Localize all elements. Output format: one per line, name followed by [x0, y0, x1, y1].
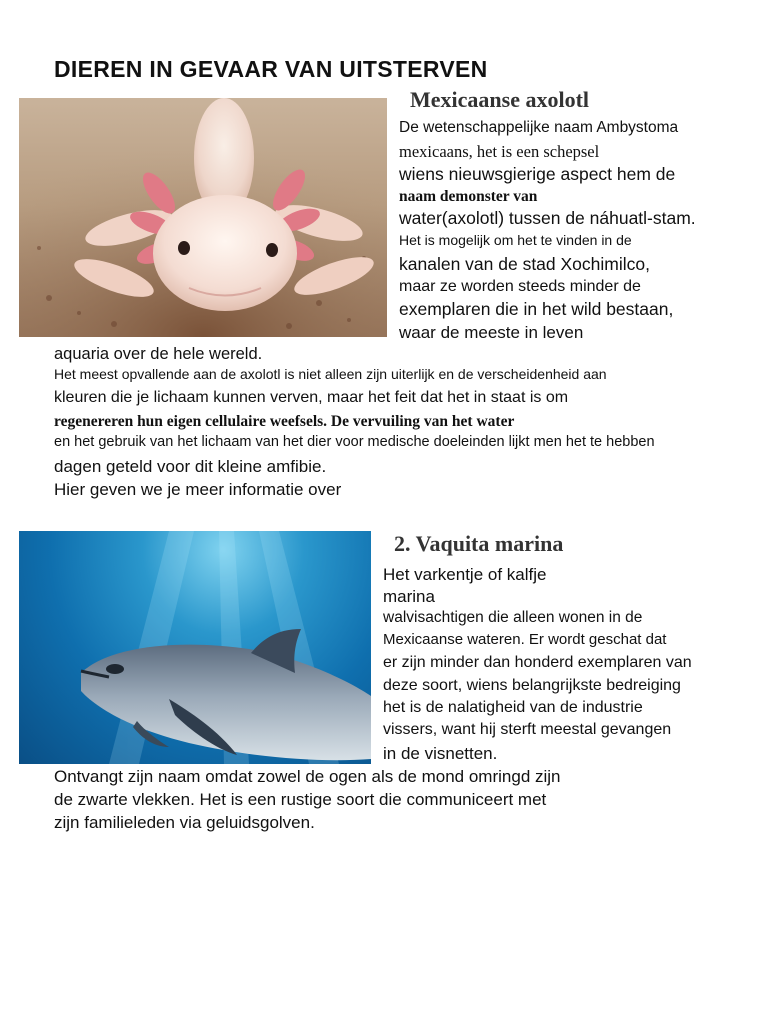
paragraph-line: er zijn minder dan honderd exemplaren van	[383, 654, 692, 671]
vaquita-illustration	[19, 531, 371, 764]
paragraph-line: zijn familieleden via geluidsgolven.	[54, 813, 315, 832]
section-heading-axolotl: Mexicaanse axolotl	[410, 87, 590, 112]
paragraph-line: wiens nieuwsgierige aspect hem de	[399, 164, 676, 184]
paragraph-line: marina	[383, 587, 435, 606]
paragraph-line: in de visnetten.	[383, 744, 498, 763]
paragraph-line: naam demonster van	[399, 188, 538, 205]
paragraph-line: De wetenschappelijke naam Ambystoma	[399, 119, 679, 136]
paragraph-line: deze soort, wiens belangrijkste bedreiging	[383, 677, 681, 694]
paragraph-line: het is de nalatigheid van de industrie	[383, 699, 643, 716]
paragraph-line: Hier geven we je meer informatie over	[54, 480, 342, 499]
paragraph-line: maar ze worden steeds minder de	[399, 278, 641, 295]
page-title: DIEREN IN GEVAAR VAN UITSTERVEN	[54, 56, 488, 82]
paragraph-line: water(axolotl) tussen de náhuatl-stam.	[399, 208, 696, 228]
paragraph-line: en het gebruik van het lichaam van het dier voor medische doeleinden lijkt men het te hebben	[54, 434, 655, 450]
axolotl-photo	[19, 98, 387, 337]
paragraph-line: walvisachtigen die alleen wonen in de	[383, 609, 643, 626]
paragraph-line: dagen geteld voor dit kleine amfibie.	[54, 457, 327, 476]
axolotl-illustration	[19, 98, 387, 337]
paragraph-line: kleuren die je lichaam kunnen verven, maar het feit dat het in staat is om	[54, 389, 569, 406]
paragraph-line: Mexicaanse wateren. Er wordt geschat dat	[383, 631, 667, 648]
paragraph-line: vissers, want hij sterft meestal gevangen	[383, 721, 672, 738]
paragraph-line: exemplaren die in het wild bestaan,	[399, 299, 674, 319]
paragraph-line: kanalen van de stad Xochimilco,	[399, 254, 650, 274]
vaquita-photo	[19, 531, 371, 764]
paragraph-line: Het varkentje of kalfje	[383, 565, 547, 584]
paragraph-line: de zwarte vlekken. Het is een rustige soort die communiceert met	[54, 790, 547, 809]
paragraph-line: Ontvangt zijn naam omdat zowel de ogen als de mond omringd zijn	[54, 767, 561, 786]
paragraph-line: waar de meeste in leven	[399, 323, 584, 342]
paragraph-line: mexicaans, het is een schepsel	[399, 142, 600, 161]
paragraph-line: regenereren hun eigen cellulaire weefsels. De vervuiling van het water	[54, 413, 515, 430]
paragraph-line: Het meest opvallende aan de axolotl is niet alleen zijn uiterlijk en de verscheidenheid aan	[54, 366, 607, 382]
paragraph-line: aquaria over de hele wereld.	[54, 345, 263, 363]
section-heading-vaquita: 2. Vaquita marina	[394, 531, 564, 556]
paragraph-line: Het is mogelijk om het te vinden in de	[399, 232, 632, 248]
